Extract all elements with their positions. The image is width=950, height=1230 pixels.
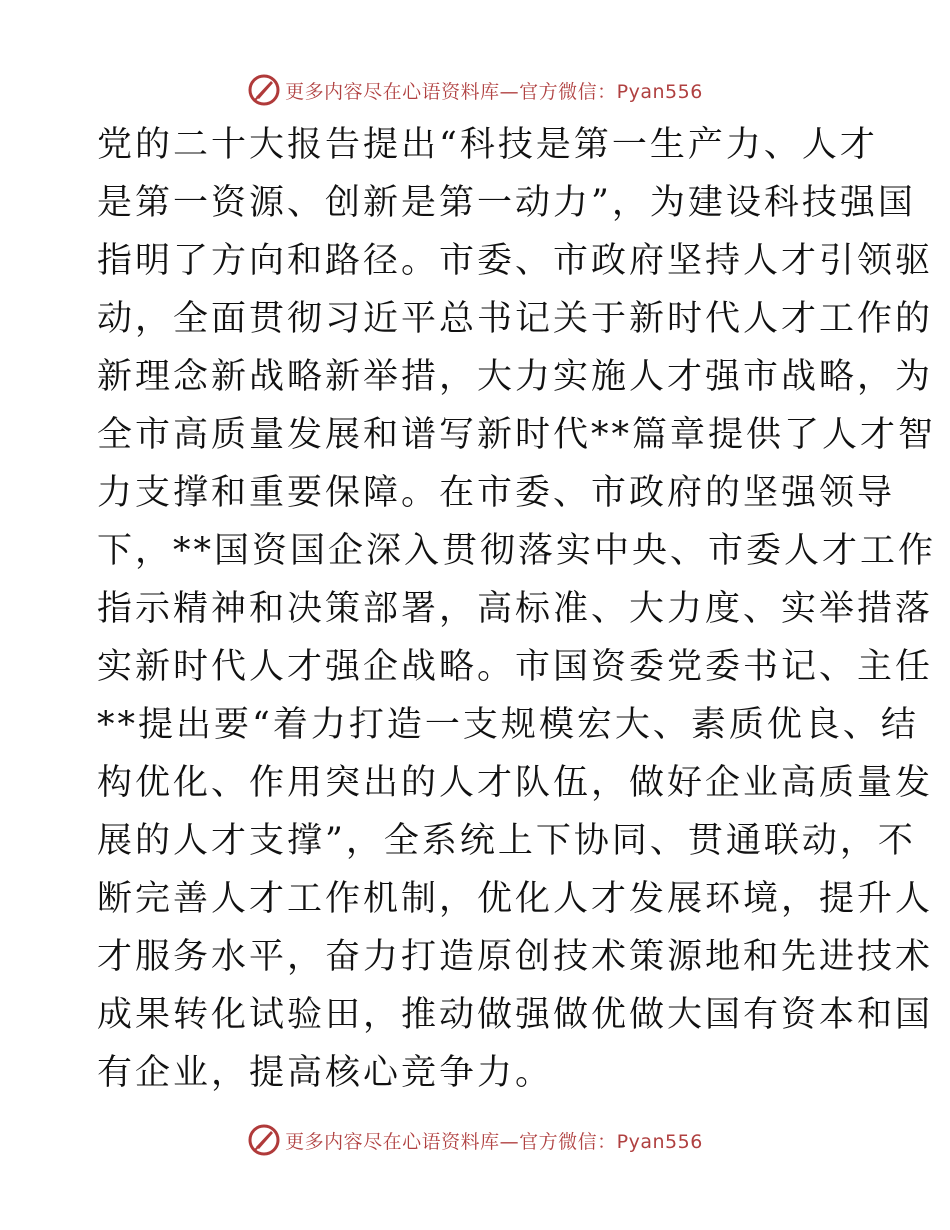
quill-seal-icon <box>247 1123 281 1157</box>
text-line: **提出要“着力打造一支规模宏大、素质优良、结 <box>97 705 919 745</box>
text-line: 是第一资源、创新是第一动力”，为建设科技强国 <box>97 183 916 223</box>
text-line: 成果转化试验田，推动做强做优做大国有资本和国 <box>97 995 934 1035</box>
text-line: 指明了方向和路径。市委、市政府坚持人才引领驱 <box>97 241 934 281</box>
text-line: 构优化、作用突出的人才队伍，做好企业高质量发 <box>97 763 934 803</box>
text-line: 有企业，提高核心竞争力。 <box>97 1053 554 1093</box>
text-line: 断完善人才工作机制，优化人才发展环境，提升人 <box>97 879 934 919</box>
text-line: 力支撑和重要保障。在市委、市政府的坚强领导 <box>97 473 896 513</box>
text-line: 才服务水平，奋力打造原创技术策源地和先进技术 <box>97 937 934 977</box>
text-line: 展的人才支撑”，全系统上下协同、贯通联动，不 <box>97 821 916 861</box>
banner-text: 更多内容尽在心语资料库—官方微信：Pyan556 <box>285 1130 703 1153</box>
header-banner <box>0 70 950 110</box>
footer-banner <box>0 1120 950 1160</box>
text-line: 指示精神和决策部署，高标准、大力度、实举措落 <box>97 589 934 629</box>
quill-seal-icon <box>247 73 281 107</box>
text-line: 新理念新战略新举措，大力实施人才强市战略，为 <box>97 357 934 397</box>
text-line: 实新时代人才强企战略。市国资委党委书记、主任 <box>97 647 934 687</box>
article-body <box>97 116 937 1102</box>
banner-text: 更多内容尽在心语资料库—官方微信：Pyan556 <box>285 80 703 103</box>
text-line: 下，**国资国企深入贯彻落实中央、市委人才工作 <box>97 531 937 571</box>
text-line: 党的二十大报告提出“科技是第一生产力、人才 <box>97 125 878 165</box>
text-line: 全市高质量发展和谱写新时代**篇章提供了人才智 <box>97 415 937 455</box>
text-line: 动，全面贯彻习近平总书记关于新时代人才工作的 <box>97 299 934 339</box>
